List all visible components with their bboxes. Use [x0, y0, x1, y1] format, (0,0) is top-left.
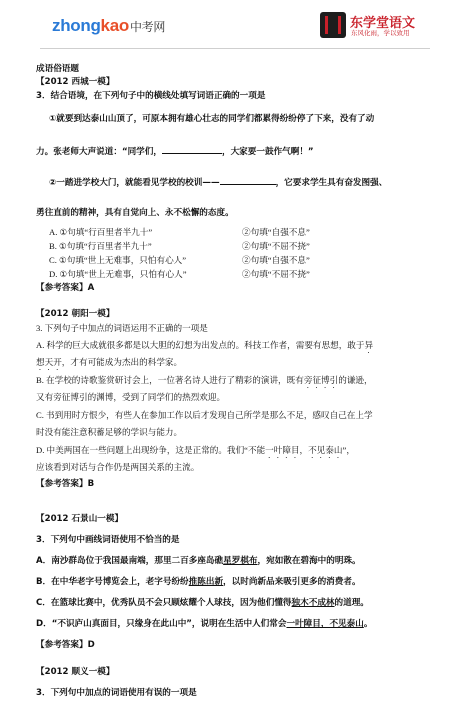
- logo-zhong: zhong: [52, 16, 101, 35]
- answer-blank-1: [162, 144, 222, 154]
- logo-right-subtitle: 东风化雨，学以致用: [351, 29, 410, 37]
- section-title: 成语俗语题: [36, 64, 79, 74]
- q1-paragraph-2a: ②一踏进学校大门，就能看见学校的校训—— ，它要求学生具有奋发图强、: [49, 175, 387, 191]
- question-tag: 【2012 西城一模】: [36, 77, 115, 87]
- option-a-left: A. ①句填“行百里者半九十”: [49, 227, 153, 237]
- dongxuetang-badge-icon: [320, 12, 346, 38]
- q1-paragraph-1a: ①就要到达泰山山顶了，可原本拥有雄心壮志的同学们都累得纷纷停了下来，没有了动: [49, 114, 375, 124]
- question-stem: 3．下列句中画线词语使用不恰当的是: [36, 535, 180, 545]
- option-b-left: B. ①句填“行百里者半九十”: [49, 241, 152, 251]
- question-stem: 3. 下列句子中加点的词语运用不正确的一项是: [36, 323, 208, 333]
- q2-option-a-line2: 想天开，才有可能成为杰出的科学家。: [36, 357, 183, 367]
- q3-option-d: D．“不识庐山真面目，只缘身在此山中”，说明在生活中人们常会一叶障目，不见泰山。: [36, 619, 373, 629]
- q2-option-a-line1: A. 科学的巨大成就很多都是以大胆的幻想为出发点的。科技工作者，需要有思想，敢于异: [36, 340, 374, 350]
- logo-right-title: 东学堂语文: [350, 16, 416, 31]
- option-c-right: ②句填“自强不息”: [242, 255, 310, 265]
- question-tag: 【2012 顺义一模】: [36, 667, 115, 677]
- question-tag: 【2012 朝阳一模】: [36, 309, 115, 319]
- answer-blank-2: [220, 175, 276, 185]
- zhongkao-logo[interactable]: [52, 16, 165, 36]
- q2-option-d-line1: D. 中美两国在一些问题上出现纷争，这是正常的。我们“不能一叶障目，不见泰山”，: [36, 445, 355, 455]
- q2-option-c-line1: C. 书到用时方恨少，有些人在参加工作以后才发现自己所学是那么不足，感叹自己在上学: [36, 410, 373, 420]
- q2-option-b-line2: 又有旁征博引的渊博，受到了同学们的热烈欢迎。: [36, 392, 226, 402]
- header-divider: [40, 48, 430, 49]
- q3-option-a: A．南沙群岛位于我国最南端，那里二百多座岛礁星罗棋布，宛如散在碧海中的明珠。: [36, 556, 361, 566]
- option-c-left: C. ①句填“世上无难事，只怕有心人”: [49, 255, 187, 265]
- dongxuetang-logo[interactable]: [320, 12, 420, 40]
- page-header: [0, 0, 458, 48]
- question-stem: 3．结合语境，在下列句子中的横线处填写词语正确的一项是: [36, 91, 266, 101]
- q3-option-c: C．在篮球比赛中，优秀队员不会只顾炫耀个人球技，因为他们懂得独木不成林的道理。: [36, 598, 369, 608]
- question-tag: 【2012 石景山一模】: [36, 514, 124, 524]
- option-a-right: ②句填“自强不息”: [242, 227, 310, 237]
- q3-option-b: B．在中华老字号博览会上，老字号纷纷推陈出新，以时尚新品来吸引更多的消费者。: [36, 577, 361, 587]
- question-stem: 3．下列句中加点的词语使用有误的一项是: [36, 688, 197, 698]
- logo-cn: 中考网: [129, 20, 166, 34]
- option-d-right: ②句填“不屈不挠”: [242, 269, 310, 279]
- option-b-right: ②句填“不屈不挠”: [242, 241, 310, 251]
- option-d-left: D. ①句填“世上无难事，只怕有心人”: [49, 269, 187, 279]
- answer-key: 【参考答案】D: [36, 640, 95, 650]
- q2-option-c-line2: 时没有能注意积蓄足够的学识与能力。: [36, 427, 183, 437]
- q2-option-d-line2: 应该看到对话与合作仍是两国关系的主流。: [36, 462, 200, 472]
- logo-kao: kao: [100, 16, 129, 35]
- q1-paragraph-2b: 勇往直前的精神，具有自觉向上、永不松懈的态度。: [36, 208, 234, 218]
- q1-paragraph-1b: 力。张老师大声说道：“同学们， ，大家要一鼓作气啊！”: [36, 144, 314, 160]
- answer-key: 【参考答案】B: [36, 479, 95, 489]
- answer-key: 【参考答案】A: [36, 283, 95, 293]
- q2-option-b-line1: B. 在学校的诗歌鉴赏研讨会上，一位著名诗人进行了精彩的演讲，既有旁征博引的谦逊，: [36, 375, 373, 385]
